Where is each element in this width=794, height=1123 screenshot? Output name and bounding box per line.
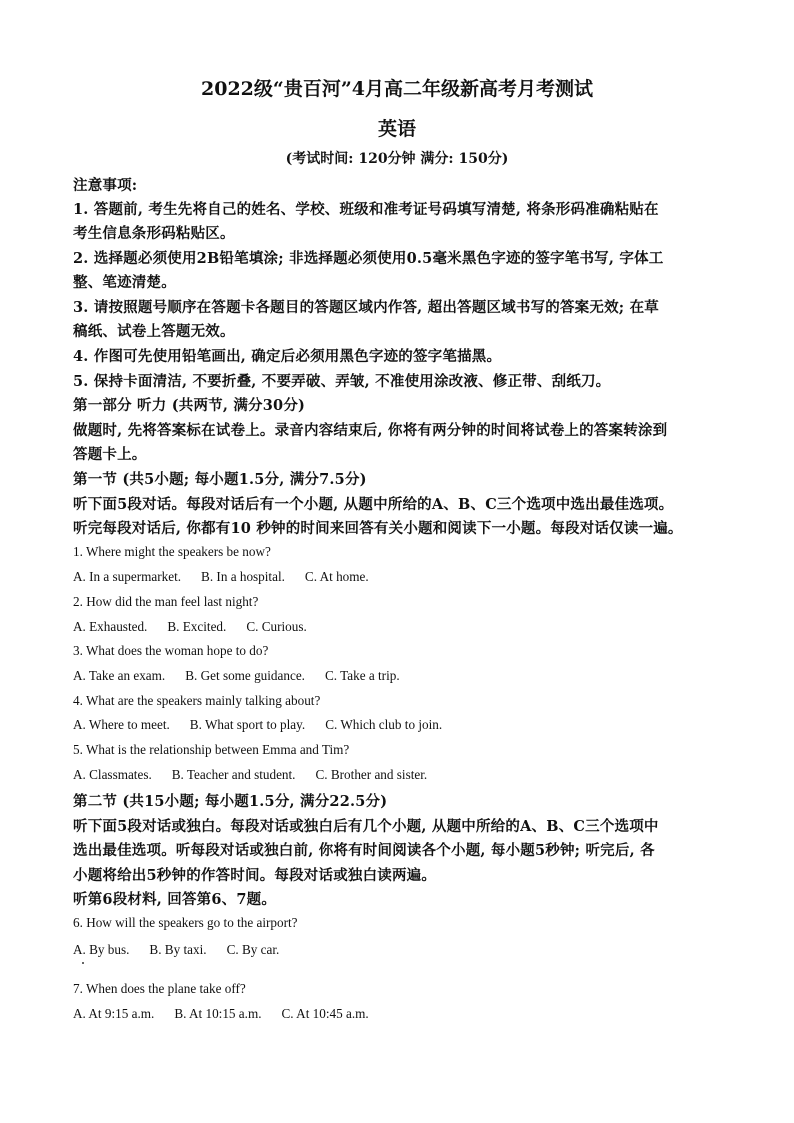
option-a: A. Classmates. xyxy=(73,767,152,782)
question-text: 7. When does the plane take off? xyxy=(73,981,246,996)
exam-subject: 英语 xyxy=(377,118,416,140)
option-c: C. At 10:45 a.m. xyxy=(281,1006,369,1021)
option-a: A. At 9:15 a.m. xyxy=(73,1006,155,1021)
question-text: 1. Where might the speakers be now? xyxy=(73,544,271,559)
question-text: 2. How did the man feel last night? xyxy=(73,594,259,609)
question-options xyxy=(73,717,733,733)
question-options xyxy=(73,569,733,585)
option-a: A. Take an exam. xyxy=(73,668,166,683)
question-options xyxy=(73,619,733,635)
notes-heading: 注意事项: xyxy=(73,177,138,194)
option-b: B. Excited. xyxy=(167,619,227,634)
question-text: 3. What does the woman hope to do? xyxy=(73,643,269,658)
notes-line: 整、笔迹清楚。 xyxy=(73,274,176,291)
notes-line: 4. 作图可先使用铅笔画出, 确定后必须用黑色字迹的签字笔描黑。 xyxy=(73,348,502,365)
part1-intro: 做题时, 先将答案标在试卷上。录音内容结束后, 你将有两分钟的时间将试卷上的答案转涂到 xyxy=(73,422,668,439)
question-options xyxy=(73,668,733,684)
notes-line: 3. 请按照题号顺序在答题卡各题目的答题区域内作答, 超出答题区域书写的答案无效; 在草 xyxy=(73,299,659,316)
section1-intro: 听完每段对话后, 你都有10 秒钟的时间来回答有关小题和阅读下一小题。每段对话仅读一遍。 xyxy=(73,520,683,537)
notes-line: 稿纸、试卷上答题无效。 xyxy=(73,323,235,340)
option-c: C. By car. xyxy=(226,942,280,957)
notes-line: 2. 选择题必须使用2B铅笔填涂; 非选择题必须使用0.5毫米黑色字迹的签字笔书写, 字体工 xyxy=(73,250,664,267)
option-a: A. Exhausted. xyxy=(73,619,148,634)
option-b: B. Get some guidance. xyxy=(185,668,305,683)
option-c: C. Curious. xyxy=(246,619,307,634)
option-a: A. Where to meet. xyxy=(73,717,170,732)
option-c: C. Brother and sister. xyxy=(315,767,428,782)
option-b: B. Teacher and student. xyxy=(171,767,296,782)
notes-line: 1. 答题前, 考生先将自己的姓名、学校、班级和准考证号码填写清楚, 将条形码准确粘贴在 xyxy=(73,201,659,218)
section1-intro: 听下面5段对话。每段对话后有一个小题, 从题中所给的A、B、C三个选项中选出最佳选项。 xyxy=(73,496,674,513)
exam-title: 2022级“贵百河”4月高二年级新高考月考测试 xyxy=(201,78,593,100)
question-options xyxy=(73,767,733,783)
question-options xyxy=(73,942,733,958)
question-options xyxy=(73,1006,733,1022)
section2-material: 听第6段材料, 回答第6、7题。 xyxy=(73,891,277,908)
part1-intro: 答题卡上。 xyxy=(73,446,147,463)
section2-intro: 选出最佳选项。听每段对话或独白前, 你将有时间阅读各个小题, 每小题5秒钟; 听完后, 各 xyxy=(73,842,655,859)
section2-intro: 小题将给出5秒钟的作答时间。每段对话或独白读两遍。 xyxy=(73,867,437,884)
section1-heading: 第一节 (共5小题; 每小题1.5分, 满分7.5分) xyxy=(73,471,367,488)
option-a: A. By bus. xyxy=(73,942,130,957)
notes-line: 5. 保持卡面清洁, 不要折叠, 不要弄破、弄皱, 不准使用涂改液、修正带、刮纸刀。 xyxy=(73,373,611,390)
exam-time-info: (考试时间: 120分钟 满分: 150分) xyxy=(285,151,509,167)
question-text: 5. What is the relationship between Emma and Tim? xyxy=(73,742,350,757)
option-c: C. Which club to join. xyxy=(325,717,443,732)
question-text: 4. What are the speakers mainly talking about? xyxy=(73,693,321,708)
option-c: C. Take a trip. xyxy=(324,668,400,683)
option-c: C. At home. xyxy=(304,569,369,584)
option-b: B. What sport to play. xyxy=(189,717,306,732)
option-b: B. At 10:15 a.m. xyxy=(174,1006,262,1021)
question-text: 6. How will the speakers go to the airport? xyxy=(73,915,298,930)
section2-intro: 听下面5段对话或独白。每段对话或独白后有几个小题, 从题中所给的A、B、C三个选项中 xyxy=(73,818,659,835)
stray-dot xyxy=(82,962,84,964)
option-b: B. In a hospital. xyxy=(201,569,285,584)
option-a: A. In a supermarket. xyxy=(73,569,182,584)
notes-line: 考生信息条形码粘贴区。 xyxy=(73,225,235,242)
option-b: B. By taxi. xyxy=(149,942,207,957)
section2-heading: 第二节 (共15小题; 每小题1.5分, 满分22.5分) xyxy=(73,793,388,810)
part1-heading: 第一部分 听力 (共两节, 满分30分) xyxy=(73,397,306,414)
